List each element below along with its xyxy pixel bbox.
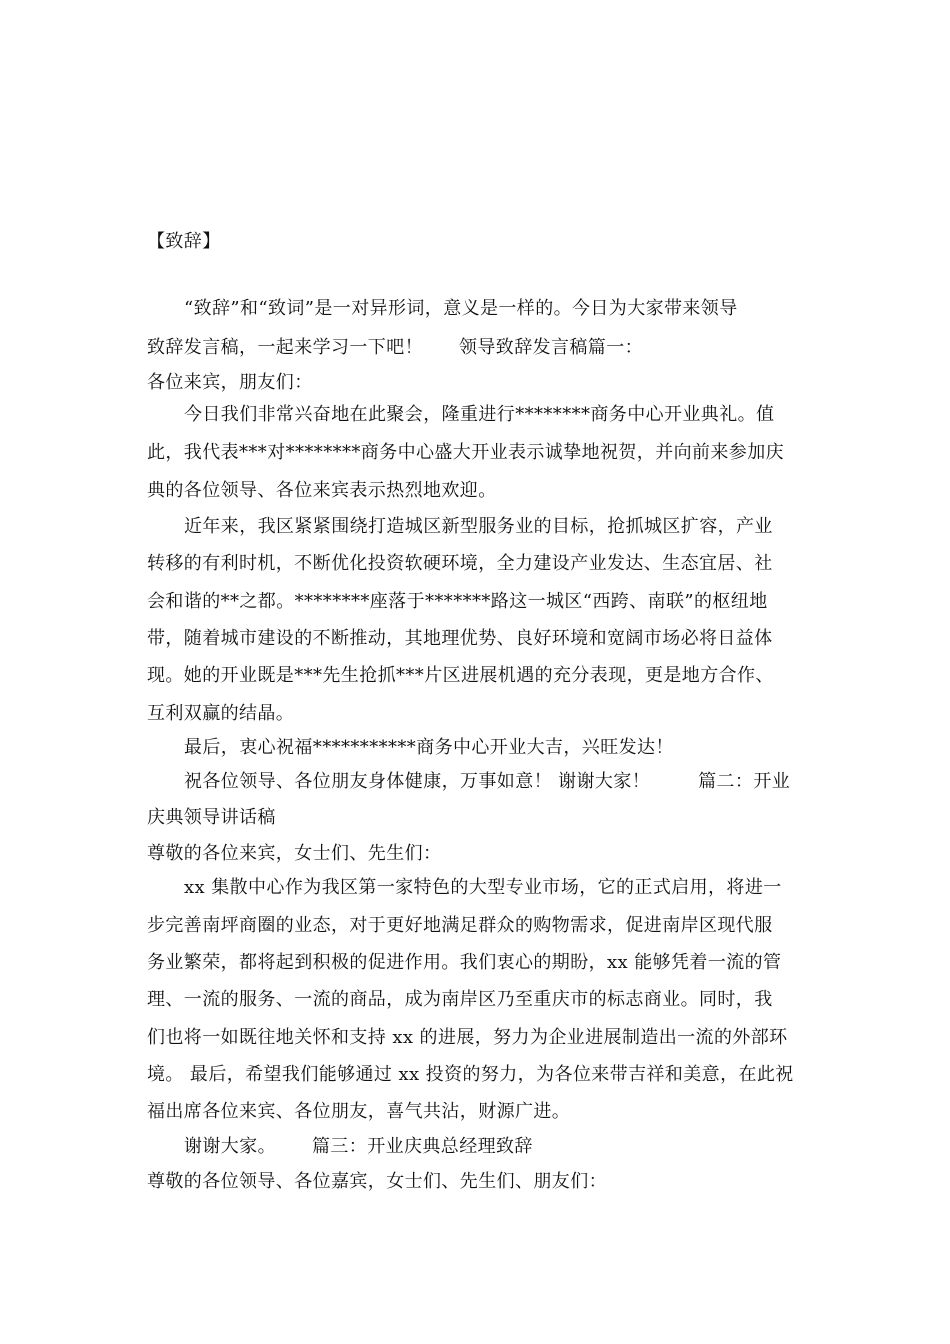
paragraph-line: 互利双赢的结晶。 bbox=[147, 703, 295, 724]
paragraph-line: 理、一流的服务、一流的商品，成为南岸区乃至重庆市的标志商业。同时，我 bbox=[147, 989, 773, 1010]
document-heading: 【致辞】 bbox=[147, 231, 221, 252]
paragraph-line: 务业繁荣，都将起到积极的促进作用。我们衷心的期盼，xx 能够凭着一流的管 bbox=[147, 952, 782, 973]
paragraph-text: 谢谢大家。 bbox=[184, 1136, 276, 1157]
section-title: 篇二：开业 bbox=[698, 771, 791, 792]
salutation-line: 各位来宾，朋友们： bbox=[147, 372, 313, 393]
section-title: 领导致辞发言稿篇一： bbox=[459, 337, 643, 358]
paragraph-line: 今日我们非常兴奋地在此聚会，隆重进行********商务中心开业典礼。值 bbox=[184, 404, 775, 425]
paragraph-line: 此，我代表***对********商务中心盛大开业表示诚挚地祝贺，并向前来参加庆 bbox=[147, 442, 784, 463]
paragraph-line bbox=[184, 770, 790, 794]
section-title: 篇三：开业庆典总经理致辞 bbox=[312, 1136, 533, 1157]
paragraph-line: xx 集散中心作为我区第一家特色的大型专业市场，它的正式启用，将进一 bbox=[184, 877, 782, 898]
paragraph-line: 会和谐的**之都。********座落于*******路这一城区“西跨、南联”的枢纽地 bbox=[147, 591, 768, 612]
paragraph-line: 转移的有利时机，不断优化投资软硬环境，全力建设产业发达、生态宜居、社 bbox=[147, 553, 773, 574]
paragraph-line bbox=[184, 1135, 533, 1159]
paragraph-text: 致辞发言稿，一起来学习一下吧！ bbox=[147, 337, 423, 358]
section-title-continued: 庆典领导讲话稿 bbox=[147, 807, 276, 828]
paragraph-line: “致辞”和“致词”是一对异形词，意义是一样的。今日为大家带来领导 bbox=[184, 298, 738, 319]
paragraph-line: 们也将一如既往地关怀和支持 xx 的进展，努力为企业进展制造出一流的外部环 bbox=[147, 1027, 788, 1048]
paragraph-line: 现。她的开业既是***先生抢抓***片区进展机遇的充分表现，更是地方合作、 bbox=[147, 665, 774, 686]
paragraph-line: 境。 最后，希望我们能够通过 xx 投资的努力，为各位来带吉祥和美意，在此祝 bbox=[147, 1064, 794, 1085]
paragraph-line: 近年来，我区紧紧围绕打造城区新型服务业的目标，抢抓城区扩容，产业 bbox=[184, 516, 773, 537]
salutation-line: 尊敬的各位来宾，女士们、先生们： bbox=[147, 843, 442, 864]
paragraph-line: 最后，衷心祝福***********商务中心开业大吉，兴旺发达！ bbox=[184, 737, 674, 758]
paragraph-line: 步完善南坪商圈的业态，对于更好地满足群众的购物需求，促进南岸区现代服 bbox=[147, 915, 773, 936]
paragraph-text: 祝各位领导、各位朋友身体健康，万事如意！ 谢谢大家！ bbox=[184, 771, 651, 792]
salutation-line: 尊敬的各位领导、各位嘉宾，女士们、先生们、朋友们： bbox=[147, 1171, 607, 1192]
paragraph-line: 福出席各位来宾、各位朋友，喜气共沾，财源广进。 bbox=[147, 1101, 571, 1122]
paragraph-line: 带，随着城市建设的不断推动，其地理优势、良好环境和宽阔市场必将日益体 bbox=[147, 628, 773, 649]
paragraph-line: 典的各位领导、各位来宾表示热烈地欢迎。 bbox=[147, 480, 497, 501]
paragraph-line bbox=[147, 336, 643, 360]
